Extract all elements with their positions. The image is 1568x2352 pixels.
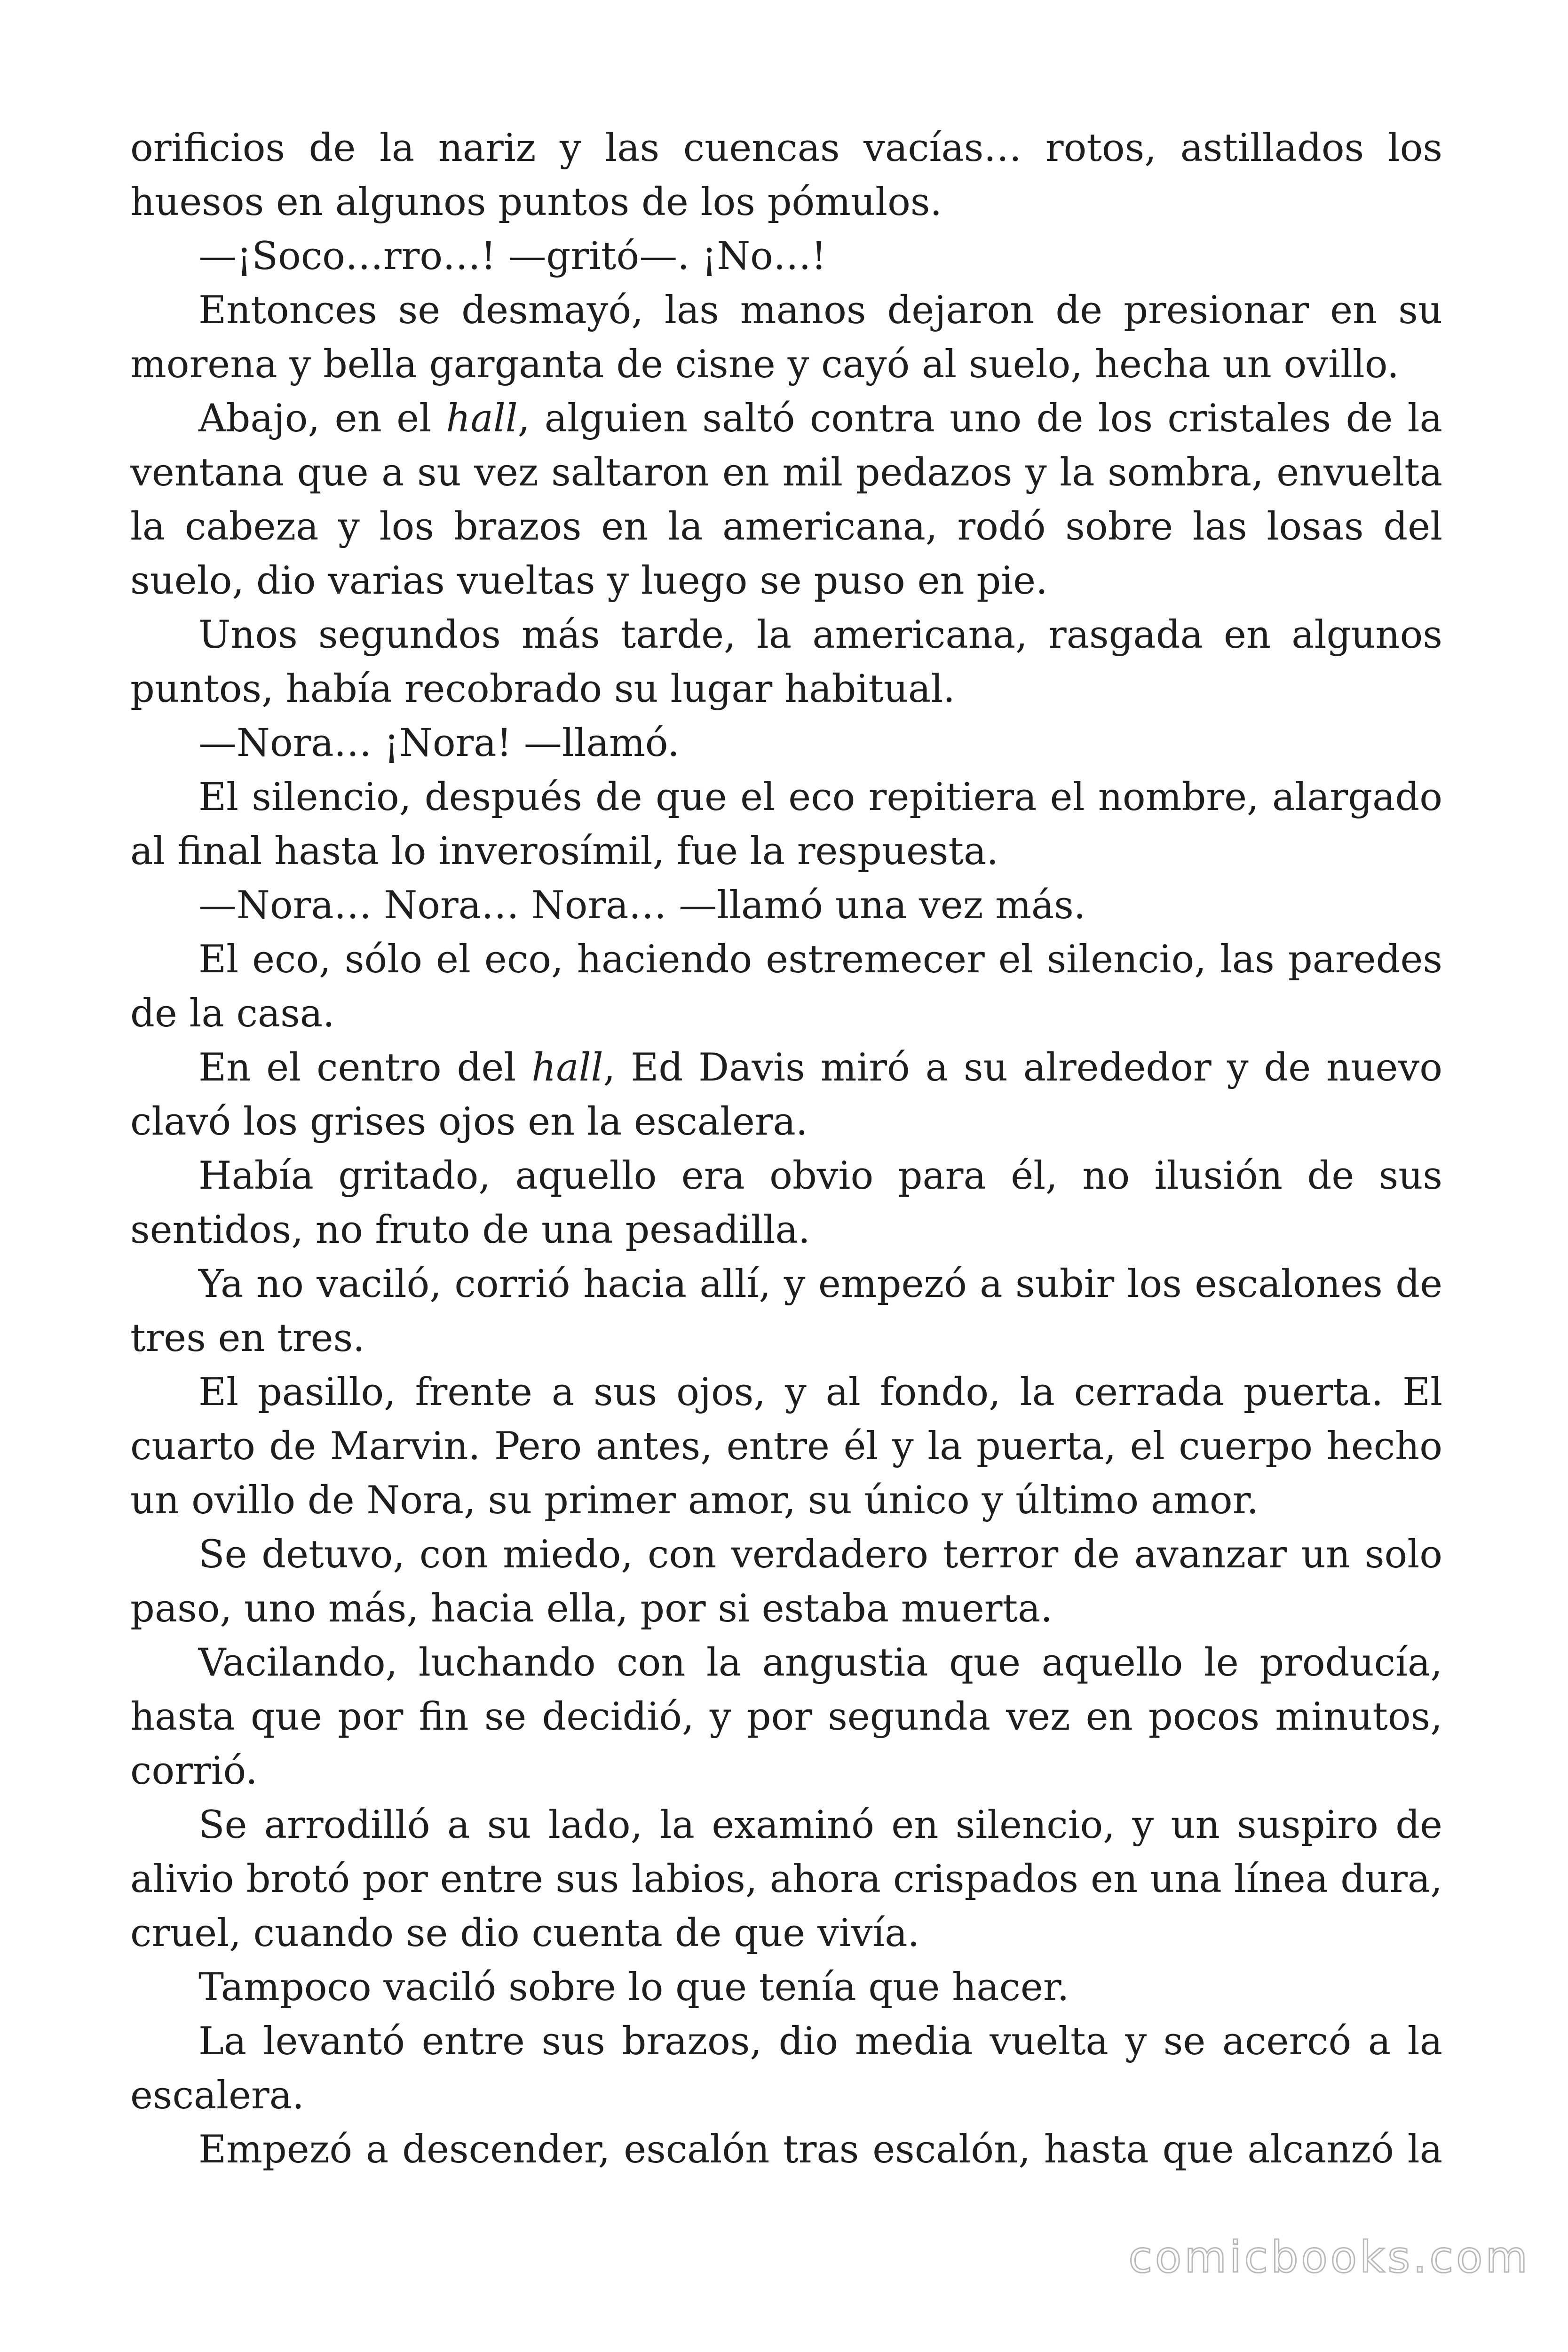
paragraph-text: , Ed Davis miró a su alrededor y de nuevo clavó los grises ojos en la escalera. — [130, 1046, 1442, 1144]
paragraph: Tampoco vaciló sobre lo que tenía que hacer. — [198, 1965, 1069, 2010]
paragraph-text: En el centro del — [198, 1046, 532, 1090]
paragraph: —Nora… Nora… Nora… —llamó una vez más. — [198, 883, 1086, 928]
paragraph: Empezó a descender, escalón tras escalón, hasta que alcanzó la — [198, 2128, 1442, 2172]
paragraph-text: , alguien saltó contra uno de los cristales de la ventana que a su vez saltaron en mil pedazos y la sombra, envuelta la cabeza y los brazos en la americana, rodó sobre las losas del suelo, dio varias vueltas y luego se puso en pie. — [130, 397, 1442, 603]
watermark: comicbooks.com — [1128, 2232, 1530, 2282]
paragraph — [130, 1041, 1442, 1149]
paragraph: —¡Soco…rro…! —gritó—. ¡No…! — [198, 234, 827, 278]
italic-word: hall — [531, 1046, 603, 1090]
paragraph: Se detuvo, con miedo, con verdadero terror de avanzar un solo paso, uno más, hacia ella, por si estaba muerta. — [130, 1533, 1442, 1631]
paragraph: La levantó entre sus brazos, dio media vuelta y se acercó a la escalera. — [130, 2019, 1442, 2118]
paragraph: Unos segundos más tarde, la americana, rasgada en algunos puntos, había recobrado su lugar habitual. — [130, 613, 1442, 711]
paragraph: Vacilando, luchando con la angustia que aquello le producía, hasta que por fin se decidió, y por segunda vez en pocos minutos, corrió. — [130, 1641, 1442, 1793]
paragraph: Había gritado, aquello era obvio para él, no ilusión de sus sentidos, no fruto de una pesadilla. — [130, 1154, 1442, 1252]
paragraph: —Nora… ¡Nora! —llamó. — [198, 721, 680, 765]
book-page-text — [130, 121, 1442, 2177]
paragraph: Ya no vaciló, corrió hacia allí, y empezó a subir los escalones de tres en tres. — [130, 1262, 1442, 1360]
paragraph: Entonces se desmayó, las manos dejaron de presionar en su morena y bella garganta de cisne y cayó al suelo, hecha un ovillo. — [130, 288, 1442, 387]
paragraph: orificios de la nariz y las cuencas vacías… rotos, astillados los huesos en algunos puntos de los pómulos. — [130, 126, 1442, 224]
paragraph — [130, 392, 1442, 608]
paragraph: El silencio, después de que el eco repitiera el nombre, alargado al final hasta lo inverosímil, fue la respuesta. — [130, 775, 1442, 874]
paragraph: El pasillo, frente a sus ojos, y al fondo, la cerrada puerta. El cuarto de Marvin. Pero antes, entre él y la puerta, el cuerpo hecho un ovillo de Nora, su primer amor, su único y último amor. — [130, 1370, 1442, 1523]
paragraph: El eco, sólo el eco, haciendo estremecer el silencio, las paredes de la casa. — [130, 938, 1442, 1036]
paragraph-text: Abajo, en el — [198, 397, 446, 441]
paragraph: Se arrodilló a su lado, la examinó en silencio, y un suspiro de alivio brotó por entre sus labios, ahora crispados en una línea dura, cruel, cuando se dio cuenta de que vivía. — [130, 1803, 1442, 1955]
italic-word: hall — [446, 397, 518, 441]
